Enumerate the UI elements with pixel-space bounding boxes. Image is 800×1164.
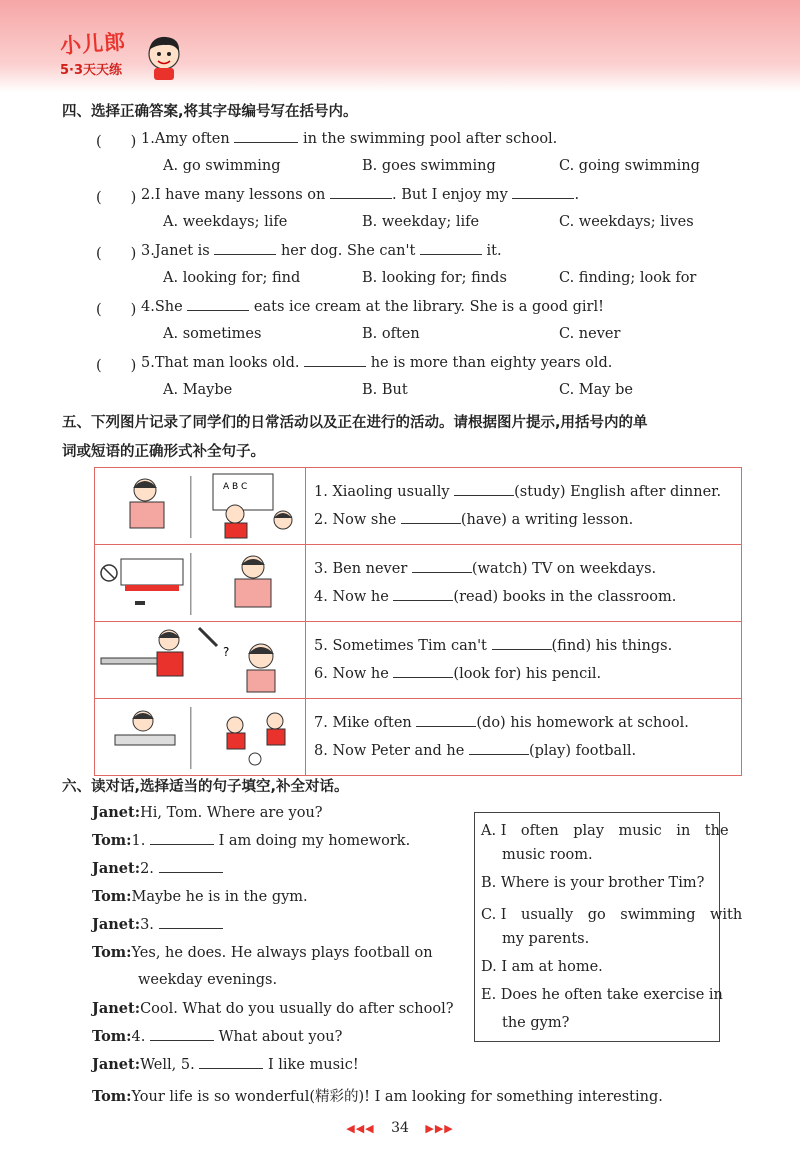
section5-title-line2: 词或短语的正确形式补全句子。 <box>62 444 265 460</box>
section6-title: 六、读对话,选择适当的句子填空,补全对话。 <box>62 779 349 795</box>
sentence-cell <box>306 545 742 622</box>
option-b: B. looking for; finds <box>362 270 507 286</box>
logo-subtitle: 5·3天天练 <box>60 63 123 78</box>
dialogue-line: Janet:Cool. What do you usually do after school? <box>92 1000 454 1017</box>
dialogue-line: Tom:Yes, he does. He always plays football on <box>92 944 433 961</box>
sentence-5: 5. Sometimes Tim can't (find) his things. <box>314 638 673 654</box>
question-3: 3.Janet is her dog. She can't it. <box>141 243 502 259</box>
picture-cell <box>95 545 306 622</box>
box-option-d: D. I am at home. <box>481 959 603 975</box>
dialogue-line-continued: weekday evenings. <box>138 972 278 988</box>
mascot-boy-icon <box>142 32 186 82</box>
question-2: 2.I have many lessons on . But I enjoy my . <box>141 187 580 203</box>
picture-cell <box>95 622 306 699</box>
sentence-2: 2. Now she (have) a writing lesson. <box>314 512 634 528</box>
section4-title: 四、选择正确答案,将其字母编号写在括号内。 <box>62 104 358 120</box>
blank[interactable] <box>159 860 223 873</box>
box-option-c: C. I usually go swimming with <box>481 907 743 923</box>
blank[interactable] <box>393 588 453 601</box>
option-c: C. weekdays; lives <box>559 214 694 230</box>
answer-paren-5[interactable]: ( ) <box>96 358 137 374</box>
sentence-3: 3. Ben never (watch) TV on weekdays. <box>314 561 657 577</box>
option-a: A. Maybe <box>163 382 233 398</box>
option-c: C. finding; look for <box>559 270 697 286</box>
brand-logo <box>60 28 126 78</box>
blank[interactable] <box>150 832 214 845</box>
blank[interactable] <box>469 742 529 755</box>
sentence-cell <box>306 622 742 699</box>
page-number: 34 <box>391 1120 409 1136</box>
sentence-6: 6. Now he (look for) his pencil. <box>314 666 602 682</box>
answer-options-box <box>474 812 743 1042</box>
picture-cell <box>95 699 306 776</box>
blank[interactable] <box>330 186 392 199</box>
blank[interactable] <box>304 354 366 367</box>
question-4: 4.She eats ice cream at the library. She is a good girl! <box>141 299 604 315</box>
page-footer <box>0 1120 800 1136</box>
picture-cell <box>95 468 306 545</box>
sentence-1: 1. Xiaoling usually (study) English after dinner. <box>314 484 722 500</box>
svg-text:?: ? <box>223 645 230 659</box>
dialogue-line: Janet:Well, 5. I like music! <box>92 1056 359 1073</box>
option-b: B. But <box>362 382 408 398</box>
option-b: B. weekday; life <box>362 214 480 230</box>
answer-paren-2[interactable]: ( ) <box>96 190 137 206</box>
logo-title: 小儿郎 <box>59 29 127 59</box>
looking-for-pencil-illustration <box>95 622 305 694</box>
blank[interactable] <box>393 665 453 678</box>
dialogue-line: Tom:1. I am doing my homework. <box>92 832 411 849</box>
answer-paren-1[interactable]: ( ) <box>96 134 137 150</box>
option-a: A. looking for; find <box>163 270 301 286</box>
homework-and-football-illustration <box>95 699 305 771</box>
tv-and-reading-illustration <box>95 545 305 617</box>
question-5: 5.That man looks old. he is more than eighty years old. <box>141 355 613 371</box>
box-option-a: A. I often play music in the <box>481 823 729 839</box>
dialogue-line: Janet:3. <box>92 916 223 933</box>
box-option-e: E. Does he often take exercise in <box>481 987 723 1003</box>
board-text: A B C <box>223 482 248 492</box>
answer-paren-3[interactable]: ( ) <box>96 246 137 262</box>
option-c: C. never <box>559 326 621 342</box>
sentence-7: 7. Mike often (do) his homework at school. <box>314 715 689 731</box>
picture-table <box>94 467 742 776</box>
blank[interactable] <box>234 130 298 143</box>
right-arrows-icon: ▶▶▶ <box>425 1122 454 1135</box>
dialogue-line: Tom:Maybe he is in the gym. <box>92 888 308 905</box>
option-a: A. weekdays; life <box>163 214 288 230</box>
option-a: A. sometimes <box>163 326 262 342</box>
blank[interactable] <box>199 1056 263 1069</box>
option-c: C. May be <box>559 382 633 398</box>
box-option-e-cont: the gym? <box>502 1015 570 1031</box>
sentence-cell <box>306 699 742 776</box>
table-row <box>95 468 742 545</box>
question-1: 1.Amy often in the swimming pool after school. <box>141 131 558 147</box>
option-a: A. go swimming <box>163 158 281 174</box>
blank[interactable] <box>512 186 574 199</box>
blank[interactable] <box>150 1028 214 1041</box>
blank[interactable] <box>416 714 476 727</box>
sentence-4: 4. Now he (read) books in the classroom. <box>314 589 677 605</box>
dialogue-line: Janet:2. <box>92 860 223 877</box>
sentence-8: 8. Now Peter and he (play) football. <box>314 743 637 759</box>
dialogue-line: Tom:Your life is so wonderful(精彩的)! I am looking for something interesting. <box>92 1088 663 1105</box>
blank[interactable] <box>401 511 461 524</box>
box-option-a-cont: music room. <box>502 847 593 863</box>
box-option-c-cont: my parents. <box>502 931 590 947</box>
option-b: B. often <box>362 326 420 342</box>
table-row <box>95 699 742 776</box>
left-arrows-icon: ◀◀◀ <box>346 1122 375 1135</box>
blank[interactable] <box>412 560 472 573</box>
sentence-cell <box>306 468 742 545</box>
blank[interactable] <box>187 298 249 311</box>
answer-paren-4[interactable]: ( ) <box>96 302 137 318</box>
blank[interactable] <box>420 242 482 255</box>
table-row <box>95 622 742 699</box>
blank[interactable] <box>159 916 223 929</box>
dialogue-line: Tom:4. What about you? <box>92 1028 343 1045</box>
blank[interactable] <box>454 483 514 496</box>
box-option-b: B. Where is your brother Tim? <box>481 875 705 891</box>
option-c: C. going swimming <box>559 158 700 174</box>
section5-title-line1: 五、下列图片记录了同学们的日常活动以及正在进行的活动。请根据图片提示,用括号内的单 <box>62 415 648 431</box>
table-row <box>95 545 742 622</box>
blank[interactable] <box>214 242 276 255</box>
girl-studying-illustration <box>95 468 305 540</box>
option-b: B. goes swimming <box>362 158 496 174</box>
blank[interactable] <box>492 637 552 650</box>
dialogue-line: Janet:Hi, Tom. Where are you? <box>92 804 323 821</box>
